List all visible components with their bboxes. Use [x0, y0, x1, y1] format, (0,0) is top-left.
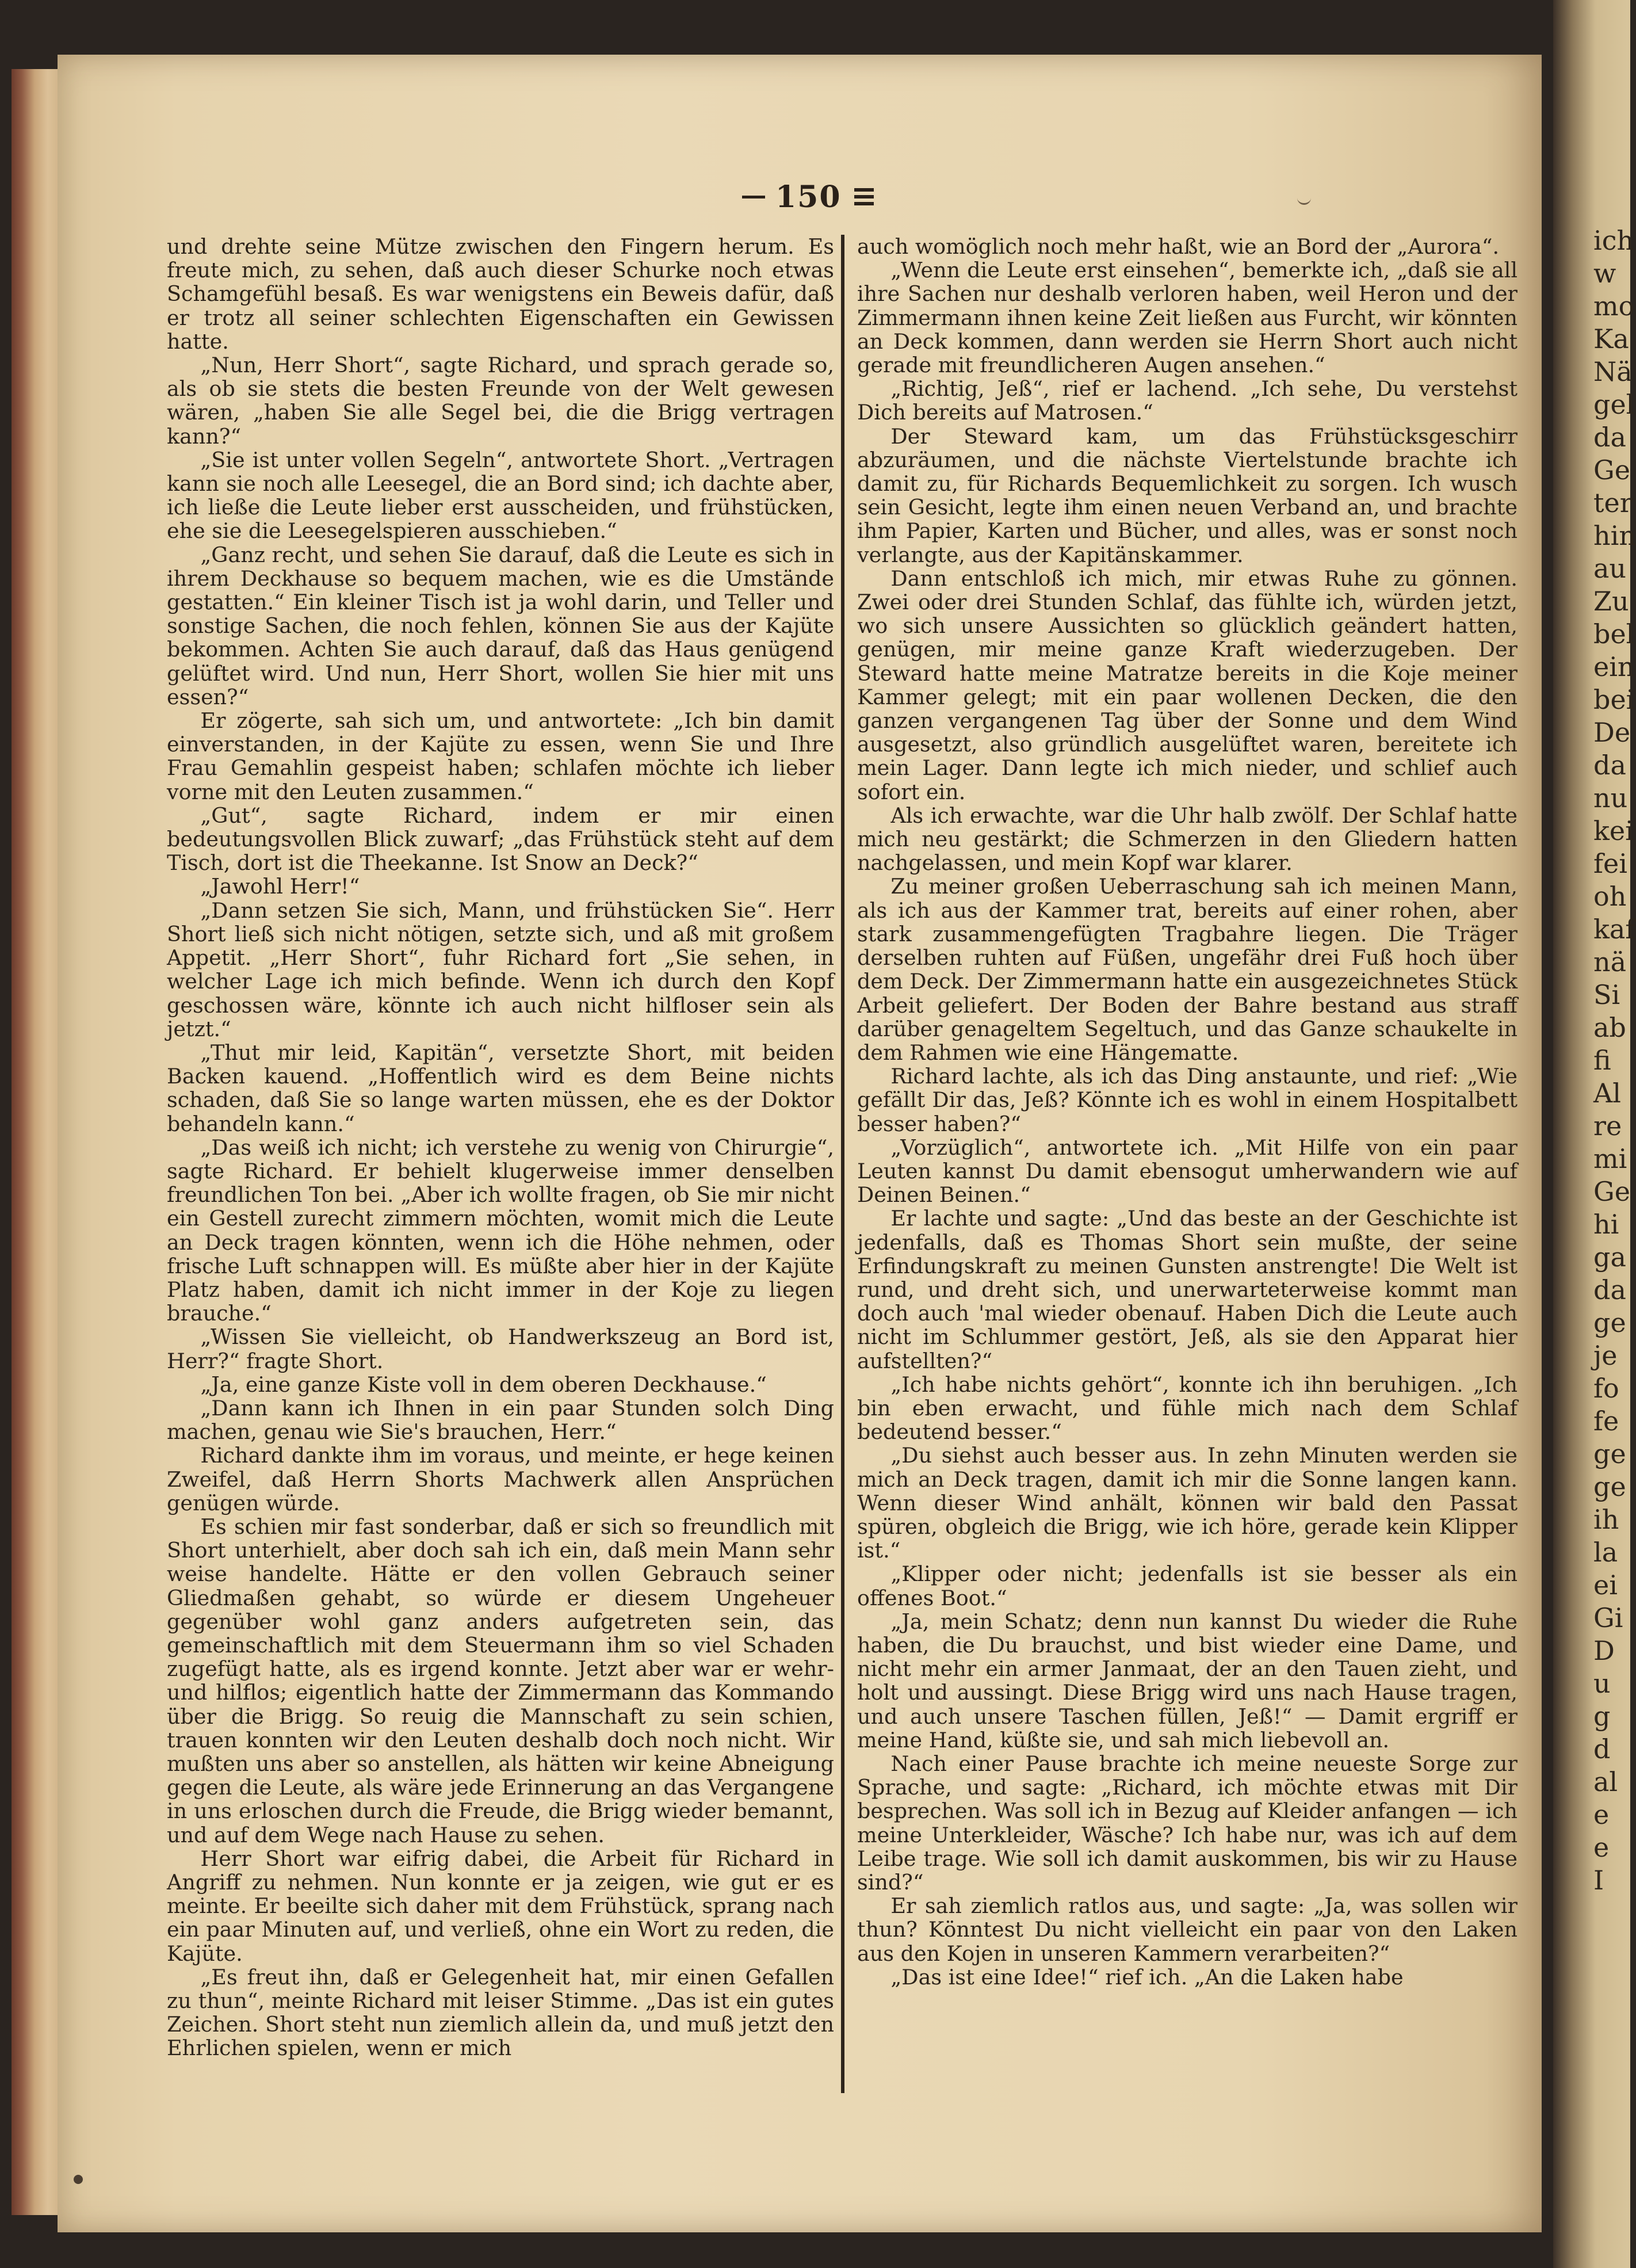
right-column — [857, 235, 1517, 1989]
paragraph: Er zögerte, sah sich um, und antwortete: „Ich bin damit einverstanden, in der Kajüte zu essen, wenn Sie und Ihre Frau Gemahlin gespeist haben; schlafen möchte ich lieber vorne mit den Leuten zusammen.“ — [167, 708, 834, 804]
next-page-fragment: De — [1593, 717, 1631, 748]
next-page-fragment: da — [1593, 1274, 1626, 1305]
paragraph: „Gut“, sagte Richard, indem er mir einen bedeutungsvollen Blick zuwarf; „das Frühstück steht auf dem Tisch, dort ist die Theekanne. Ist Snow an Deck?“ — [167, 803, 834, 876]
next-page-fragment: w — [1593, 258, 1616, 289]
book-edge — [12, 69, 63, 2215]
paragraph: „Ich habe nichts gehört“, konnte ich ihn beruhigen. „Ich bin eben erwacht, und fühle mich nach dem Schlaf bedeutend besser.“ — [857, 1372, 1517, 1445]
next-page-fragment: oh — [1593, 881, 1627, 912]
next-page-fragment: ge — [1593, 1438, 1626, 1469]
next-page-fragment: I — [1593, 1865, 1604, 1896]
paragraph: „Dann setzen Sie sich, Mann, und frühstücken Sie“. Herr Short ließ sich nicht nötigen, setzte sich, und aß mit großem Appetit. „Herr Short“, fuhr Richard fort „Sie sehen, in welcher Lage ich mich befinde. Wenn ich durch den Kopf geschossen wäre, könnte ich auch nicht hilfloser sein als jetzt.“ — [167, 898, 834, 1041]
next-page-fragment: e — [1593, 1799, 1610, 1830]
next-page-fragment: Ge — [1593, 1176, 1630, 1207]
paragraph: Er sah ziemlich ratlos aus, und sagte: „Ja, was sollen wir thun? Könntest Du nicht vielleicht ein paar von den Laken aus den Kojen in unseren Kammern verarbeiten?“ — [857, 1893, 1517, 1966]
next-page-fragment: kaf — [1593, 914, 1635, 945]
next-page-fragment: mi — [1593, 1143, 1627, 1174]
next-page-fragment: g — [1593, 1701, 1611, 1732]
next-page-fragment: Ge — [1593, 455, 1630, 486]
next-page-fragment: da — [1593, 750, 1626, 781]
next-page-fragment: bei — [1593, 684, 1635, 715]
paragraph: „Es freut ihn, daß er Gelegenheit hat, mir einen Gefallen zu thun“, meinte Richard mit leiser Stimme. „Das ist ein gutes Zeichen. Short steht nun ziemlich allein da, und muß jetzt den Ehrlichen spielen, wenn er mich — [167, 1964, 834, 2061]
page-dot — [74, 2175, 83, 2184]
next-page-fragment: nä — [1593, 946, 1627, 978]
next-page-fragment: e — [1593, 1832, 1610, 1863]
next-page-fragment: kei — [1593, 815, 1634, 846]
paragraph: Dann entschloß ich mich, mir etwas Ruhe zu gönnen. Zwei oder drei Stunden Schlaf, das fühlte ich, würden jetzt, wo sich unsere Aussichten so glücklich geändert hatten, genügen, mir meine ganze Kraft wiederzugeben. Der Steward hatte meine Matratze bereits in die Koje meiner Kammer gelegt; mit ein paar wollenen Decken, die den ganzen vergangenen Tag über der Sonne und dem Wind ausgesetzt, also gründlich ausgelüftet waren, bereitete ich mein Lager. Dann legte ich mich nieder, und schlief auch sofort ein. — [857, 566, 1517, 804]
next-page-fragment: hi — [1593, 1209, 1619, 1240]
header-dash — [742, 196, 765, 198]
paragraph: Er lachte und sagte: „Und das beste an der Geschichte ist jedenfalls, daß es Thomas Short sein mußte, der seine Erfindungskraft zu meinen Gunsten anstrengte! Die Welt ist rund, und dreht sich, und unerwarteterweise kommt man doch auch 'mal wieder obenauf. Haben Dich die Leute auch nicht im Schlummer gestört, Jeß, als sie den Apparat hier aufstellten?“ — [857, 1206, 1517, 1373]
paragraph: „Jawohl Herr!“ — [200, 874, 360, 899]
next-page-fragment: mo — [1593, 291, 1635, 322]
paragraph: Zu meiner großen Ueberraschung sah ich meinen Mann, als ich aus der Kammer trat, bereits auf einer rohen, aber stark zusammengefügten Tragbahre liegen. Die Träger derselben ruhten auf Füßen, ungefähr drei Fuß hoch über dem Deck. Der Zimmermann hatte ein ausgezeichnetes Stück Arbeit geliefert. Der Boden der Bahre bestand aus straff darüber genageltem Segeltuch, und das Ganze schaukelte in dem Rahmen wie eine Hängematte. — [857, 874, 1517, 1065]
paragraph: Nach einer Pause brachte ich meine neueste Sorge zur Sprache, und sagte: „Richard, ich möchte etwas mit Dir besprechen. Was soll ich in Bezug auf Kleider anfangen — ich meine Unterkleider, Wäsche? Ich habe nur, was ich auf dem Leibe trage. Wie soll ich damit auskommen, bis wir zu Hause sind?“ — [857, 1751, 1517, 1895]
next-page-fragment: bel — [1593, 618, 1635, 650]
paragraph: Richard dankte ihm im voraus, und meinte, er hege keinen Zweifel, daß Herrn Shorts Machwerk allen Ansprüchen genügen würde. — [167, 1443, 834, 1515]
next-page-fragment: fi — [1593, 1045, 1611, 1076]
paragraph: „Das ist eine Idee!“ rief ich. „An die Laken habe — [890, 1964, 1404, 1990]
next-page-fragment: hin — [1593, 520, 1636, 551]
next-page-fragment: Nä — [1593, 356, 1633, 387]
next-page-fragment: Ka — [1593, 323, 1629, 354]
paragraph: „Ganz recht, und sehen Sie darauf, daß die Leute es sich in ihrem Deckhause so bequem machen, wie es die Umstände gestatten.“ Ein kleiner Tisch ist ja wohl darin, und Teller und sonstige Sachen, die noch fehlen, können Sie aus der Kajüte bekommen. Achten Sie auch darauf, daß das Haus genügend gelüftet wird. Und nun, Herr Short, wollen Sie hier mit uns essen?“ — [167, 542, 834, 709]
paragraph: „Nun, Herr Short“, sagte Richard, und sprach gerade so, als ob sie stets die besten Freunde von der Welt gewesen wären, „haben Sie alle Segel bei, die die Brigg vertragen kann?“ — [167, 353, 834, 449]
paragraph: Als ich erwachte, war die Uhr halb zwölf. Der Schlaf hatte mich neu gestärkt; die Schmerzen in den Gliedern hatten nachgelassen, und mein Kopf war klarer. — [857, 803, 1517, 876]
paragraph: „Klipper oder nicht; jedenfalls ist sie besser als ein offenes Boot.“ — [857, 1561, 1517, 1610]
next-page-fragment: fe — [1593, 1406, 1619, 1437]
next-page-fragment: nu — [1593, 782, 1628, 814]
next-page-fragment: Gi — [1593, 1602, 1623, 1633]
paragraph: „Vorzüglich“, antwortete ich. „Mit Hilfe von ein paar Leuten kannst Du damit ebensogut umherwandern wie auf Deinen Beinen.“ — [857, 1135, 1517, 1208]
paragraph: Der Steward kam, um das Frühstücksgeschirr abzuräumen, und die nächste Viertelstunde brachte ich damit zu, für Richards Bequemlichkeit zu sorgen. Ich wusch sein Gesicht, legte ihm einen neuen Verband an, und brachte ihm Papier, Karten und Bücher, und alles, was er sonst noch verlangte, aus der Kapitänskammer. — [857, 423, 1517, 567]
next-page-fragment: ge — [1593, 1471, 1626, 1502]
next-page-fragment: ter — [1593, 487, 1633, 518]
next-page-fragment: ga — [1593, 1242, 1626, 1273]
next-page-fragment: ab — [1593, 1012, 1626, 1043]
next-page-fragment: Zu — [1593, 586, 1629, 617]
paragraph: „Dann kann ich Ihnen in ein paar Stunden solch Ding machen, genau wie Sie's brauchen, Herr.“ — [167, 1395, 834, 1445]
next-page-fragment: ei — [1593, 1570, 1618, 1601]
next-page-fragment: la — [1593, 1537, 1618, 1568]
next-page-fragment: ich — [1593, 225, 1634, 256]
paragraph: „Ja, mein Schatz; denn nun kannst Du wieder die Ruhe haben, die Du brauchst, und bist wieder eine Dame, und nicht mehr ein armer Janmaat, der an den Tauen zieht, und holt und aussingt. Diese Brigg wird uns nach Hause tragen, und auch unsere Taschen füllen, Jeß!“ — Damit ergriff er meine Hand, küßte sie, und sah mich liebevoll an. — [857, 1609, 1517, 1752]
paragraph: „Du siehst auch besser aus. In zehn Minuten werden sie mich an Deck tragen, damit ich mir die Sonne langen kann. Wenn dieser Wind anhält, können wir bald den Passat spüren, obgleich die Brigg, wie ich höre, gerade kein Klipper ist.“ — [857, 1443, 1517, 1563]
next-page-fragment: ge — [1593, 1307, 1626, 1338]
paragraph: „Wenn die Leute erst einsehen“, bemerkte ich, „daß sie all ihre Sachen nur deshalb verloren haben, weil Heron und der Zimmermann ihnen keine Zeit ließen aus Furcht, wir könnten an Deck kommen, dann werden sie Herrn Short auch nicht gerade mit freundlicheren Augen ansehen.“ — [857, 258, 1517, 378]
paragraph: und drehte seine Mütze zwischen den Fingern herum. Es freute mich, zu sehen, daß auch dieser Schurke noch etwas Schamgefühl besaß. Es war wenigstens ein Beweis dafür, daß er trotz all seiner schlechten Eigenschaften ein Gewissen hatte. — [167, 234, 834, 354]
next-page-fragment: Si — [1593, 979, 1620, 1010]
next-page-fragment: Al — [1593, 1078, 1621, 1109]
next-page-fragment: al — [1593, 1766, 1618, 1797]
next-page-fragment: u — [1593, 1668, 1611, 1699]
page-header — [742, 174, 926, 220]
paragraph: „Wissen Sie vielleicht, ob Handwerkszeug an Bord ist, Herr?“ fragte Short. — [167, 1324, 834, 1373]
next-page-fragment: gel — [1593, 389, 1635, 420]
left-column — [167, 235, 834, 2060]
paragraph: „Richtig, Jeß“, rief er lachend. „Ich sehe, Du verstehst Dich bereits auf Matrosen.“ — [857, 376, 1517, 425]
next-page-text-fragments — [1593, 224, 1636, 1897]
next-page-fragment: fo — [1593, 1373, 1619, 1404]
paragraph: Herr Short war eifrig dabei, die Arbeit für Richard in Angriff zu nehmen. Nun konnte er ja zeigen, wie gut er es meinte. Er beeilte sich daher mit dem Frühstück, sprang nach ein paar Minuten auf, und verließ, ohne ein Wort zu reden, die Kajüte. — [167, 1846, 834, 1966]
page-number: 150 — [775, 179, 842, 215]
next-page-fragment: ein — [1593, 651, 1635, 682]
next-page-fragment: au — [1593, 553, 1627, 584]
publisher-mark-icon — [852, 185, 876, 209]
next-page-fragment: je — [1593, 1340, 1618, 1371]
next-page-fragment: ih — [1593, 1504, 1619, 1535]
column-divider — [841, 235, 844, 2093]
next-page-fragment: da — [1593, 422, 1626, 453]
paragraph: „Das weiß ich nicht; ich verstehe zu wenig von Chirurgie“, sagte Richard. Er behielt klugerweise immer denselben freundlichen Ton bei. „Aber ich wollte fragen, ob Sie mir nicht ein Gestell zurecht zimmern möchten, womit mich die Leute an Deck tragen könnten, wenn ich die Höhe nehmen, oder frische Luft schnappen will. Es müßte aber hier in der Kajüte Platz haben, damit ich nicht immer in der Koje zu liegen brauche.“ — [167, 1135, 834, 1326]
next-page-fragment: D — [1593, 1635, 1615, 1666]
paragraph: „Sie ist unter vollen Segeln“, antwortete Short. „Vertragen kann sie noch alle Leesegel, die an Bord sind; ich dachte aber, ich ließe die Leute lieber erst ausscheiden, und frühstücken, ehe sie die Leesegelspieren ausschieben.“ — [167, 447, 834, 544]
paragraph: Es schien mir fast sonderbar, daß er sich so freundlich mit Short unterhielt, aber doch sah ich ein, daß mein Mann sehr weise handelte. Hätte er den vollen Gebrauch seiner Gliedmaßen gehabt, so würde er diesem Ungeheuer gegenüber wohl ganz anders aufgetreten sein, das gemeinschaftlich mit dem Steuermann ihm so viel Schaden zugefügt hatte, als es irgend konnte. Jetzt aber war er wehr- und hilflos; eigentlich hatte der Zimmermann das Kommando über die Brigg. So reuig die Mannschaft zu sein schien, trauen konnten wir den Leuten deshalb doch noch nicht. Wir mußten uns aber so anstellen, als hätten wir keine Abneigung gegen die Leute, als wäre jede Erinnerung an das Vergangene in uns erloschen durch die Freude, die Brigg wieder bemannt, und auf dem Wege nach Hause zu sehen. — [167, 1514, 834, 1847]
next-page-fragment: d — [1593, 1734, 1611, 1765]
paragraph: Richard lachte, als ich das Ding anstaunte, und rief: „Wie gefällt Dir das, Jeß? Könnte ich es wohl in einem Hospitalbett besser haben?“ — [857, 1064, 1517, 1136]
next-page-fragment: fei — [1593, 848, 1627, 879]
paragraph: „Ja, eine ganze Kiste voll in dem oberen Deckhause.“ — [200, 1372, 767, 1397]
paragraph: auch womöglich noch mehr haßt, wie an Bord der „Aurora“. — [857, 234, 1500, 259]
paragraph: „Thut mir leid, Kapitän“, versetzte Short, mit beiden Backen kauend. „Hoffentlich wird es dem Beine nichts schaden, daß Sie so lange warten müssen, ehe es der Doktor behandeln kann.“ — [167, 1040, 834, 1136]
next-page-fragment: re — [1593, 1110, 1622, 1141]
